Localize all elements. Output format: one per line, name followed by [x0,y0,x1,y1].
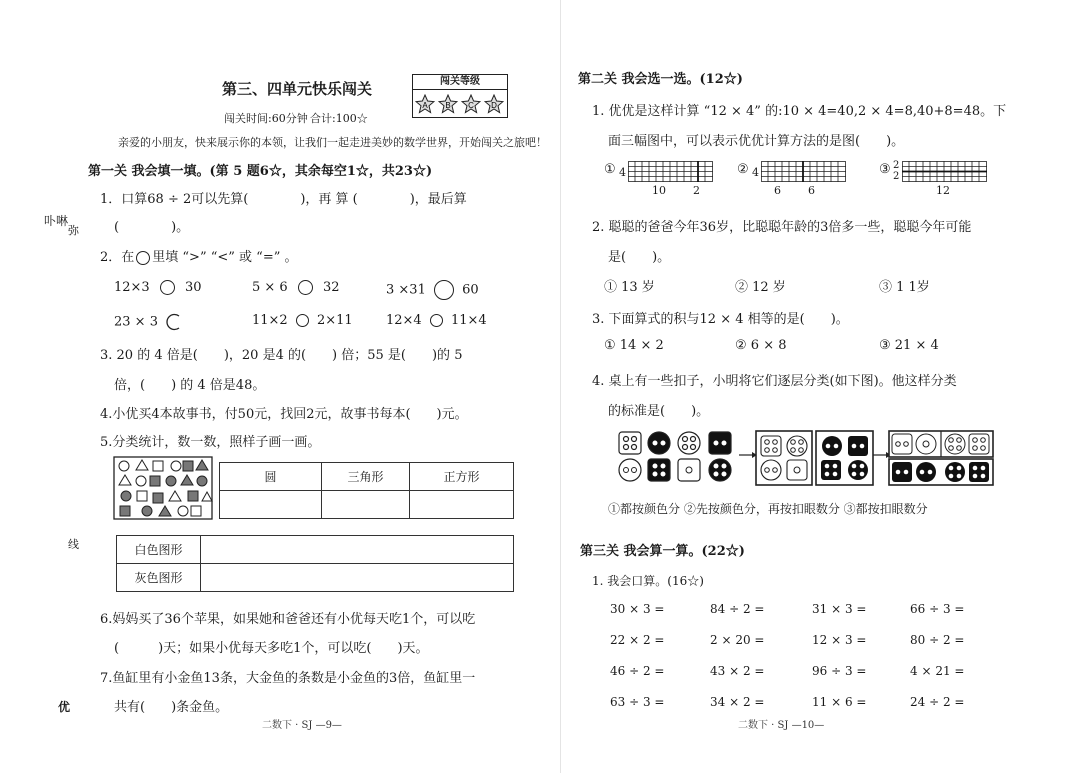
calc-item[interactable]: 2 × 20 = [710,633,765,647]
r-q2-line2: 是( )。 [608,250,671,265]
page-title: 第三、四单元快乐闯关 [222,80,373,98]
q2-option-3[interactable]: ③ 1 1岁 [879,280,930,295]
circle-icon [136,251,150,265]
q2-intro [100,246,298,265]
table-cell[interactable] [201,536,514,564]
table-cell[interactable] [220,491,322,519]
side-mark-1: 卟啉 [44,214,69,228]
compare-circle[interactable] [160,280,175,295]
grade-c: C [468,101,474,110]
q3-option-1[interactable]: ① 14 × 2 [604,338,664,353]
color-count-table [116,535,514,592]
right-footer: 二数下 · SJ —10— [738,720,825,731]
fig1-side: 4 [619,166,626,179]
grade-badge [412,74,508,118]
table-row-white: 白色图形 [117,536,201,564]
compare-left: 12×4 [386,313,422,328]
fig3-label: ③ [879,162,891,177]
calc-item[interactable]: 22 × 2 = [610,633,665,647]
compare-circle[interactable] [430,314,443,327]
compare-left: 3 ×31 [386,282,426,298]
grade-b: B [445,101,451,110]
fig2-bottom-a: 6 [774,184,781,197]
table-header-triangle: 三角形 [322,463,410,491]
q2-option-1[interactable]: ① 13 岁 [604,280,655,295]
calc-item[interactable]: 11 × 6 = [812,695,867,709]
table-cell[interactable] [322,491,410,519]
calc-item[interactable]: 43 × 2 = [710,664,765,678]
shape-count-table [219,462,514,519]
side-mark-4: 优 [58,700,71,714]
table-cell[interactable] [201,564,514,592]
q5-text: 5.分类统计，数一数，照样子画一画。 [100,435,321,450]
fig3-bottom: 12 [936,184,950,197]
compare-item [114,313,184,331]
calc-item[interactable]: 31 × 3 = [812,602,867,616]
compare-item [252,313,353,328]
calc-item[interactable]: 66 ÷ 3 = [910,602,965,616]
time-info: 闯关时间:60分钟 [224,112,308,125]
compare-item [386,280,479,300]
shape-box [113,456,213,520]
q3-option-2[interactable]: ② 6 × 8 [735,338,787,353]
compare-right: 32 [322,280,340,295]
q7-line2: 共有( )条金鱼。 [114,700,229,715]
section1-header: 第一关 我会填一填。(第 5 题6☆，其余每空1☆，共23☆) [88,164,433,179]
fig2-bottom-b: 6 [808,184,815,197]
compare-right: 60 [462,282,479,298]
total-info: 合计:100☆ [310,112,368,125]
compare-right: 11×4 [451,313,487,328]
grade-star-icon [484,94,504,114]
table-cell[interactable] [410,491,514,519]
compare-circle[interactable] [298,280,313,295]
r-q3-text: 3. 下面算式的积与12 × 4 相等的是( )。 [592,312,849,327]
calc-item[interactable]: 4 × 21 = [910,664,965,678]
calc-intro: 1. 我会口算。(16☆) [592,574,704,588]
buttons-group-2 [755,430,875,486]
compare-circle[interactable] [296,314,309,327]
fig1-grid [628,161,718,183]
r-q4-line1: 4. 桌上有一些扣子，小明将它们逐层分类(如下图)。他这样分类 [592,374,957,389]
compare-item [386,313,487,328]
fig2-grid [761,161,851,183]
q4-text: 4.小优买4本故事书，付50元，找回2元，故事书每本( )元。 [100,407,468,422]
compare-right: 30 [185,280,202,295]
table-header-square: 正方形 [410,463,514,491]
compare-left: 12×3 [114,280,150,295]
compare-item [114,280,202,295]
compare-left: 23 × 3 [114,314,158,330]
q1-line1: 1．口算68 ÷ 2可以先算( )，再 算 ( )，最后算 [100,192,467,207]
table-header-circle: 圆 [220,463,322,491]
compare-left: 11×2 [252,313,288,328]
buttons-group-1 [614,428,742,484]
grade-star-icon [461,94,481,114]
q2-intro-a: 2．在 [100,250,135,265]
fig3-side: 2 2 [893,160,900,182]
q2-intro-b: 里填 “>” “<” 或 “=” 。 [152,250,298,265]
left-footer: 二数下 · SJ —9— [262,720,342,731]
compare-item [252,280,340,295]
fig2-side: 4 [752,166,759,179]
calc-item[interactable]: 80 ÷ 2 = [910,633,965,647]
calc-item[interactable]: 63 ÷ 3 = [610,695,665,709]
fig1-bottom-a: 10 [652,184,666,197]
fig1-label: ① [604,162,616,177]
grade-star-icon [438,94,458,114]
section2-header: 第二关 我会选一选。(12☆) [578,72,743,87]
calc-item[interactable]: 46 ÷ 2 = [610,664,665,678]
compare-circle[interactable] [434,280,454,300]
q3-option-3[interactable]: ③ 21 × 4 [879,338,939,353]
q2-option-2[interactable]: ② 12 岁 [735,280,786,295]
grade-d: D [491,101,497,110]
grade-badge-title: 闯关等级 [413,75,507,90]
calc-item[interactable]: 34 × 2 = [710,695,765,709]
q6-line2: ( )天；如果小优每天多吃1个，可以吃( )天。 [114,641,429,656]
r-q2-line1: 2. 聪聪的爸爸今年36岁，比聪聪年龄的3倍多一些，聪聪今年可能 [592,220,972,235]
section3-header: 第三关 我会算一算。(22☆) [580,544,745,559]
grade-star-icon [415,94,435,114]
r-q4-line2: 的标准是( )。 [608,404,710,419]
intro-text: 亲爱的小朋友，快来展示你的本领，让我们一起走进美妙的数学世界，开始闯关之旅吧！ [118,136,547,149]
q1-line2: ( )。 [114,220,190,235]
q3-line1: 3. 20 的 4 倍是( )，20 是4 的( ) 倍；55 是( )的 5 [100,348,463,363]
compare-left: 5 × 6 [252,280,288,295]
side-mark-2: 弥 [68,224,79,237]
page-fold [560,0,561,773]
calc-item[interactable]: 84 ÷ 2 = [710,602,765,616]
r-q1-line1: 1. 优优是这样计算 “12 × 4” 的:10 × 4=40,2 × 4=8,40+8=48。下 [592,104,1007,119]
compare-circle[interactable] [166,313,184,331]
q6-line1: 6.妈妈买了36个苹果，如果她和爸爸还有小优每天吃1个，可以吃 [100,612,476,627]
calc-item[interactable]: 24 ÷ 2 = [910,695,965,709]
buttons-group-3 [888,430,994,486]
calc-item[interactable]: 96 ÷ 3 = [812,664,867,678]
compare-right: 2×11 [317,313,353,328]
q4-options[interactable]: ①都按颜色分 ②先按颜色分，再按扣眼数分 ③都按扣眼数分 [608,502,928,516]
fig2-label: ② [737,162,749,177]
fig3-grid [902,161,992,183]
table-row-gray: 灰色图形 [117,564,201,592]
q7-line1: 7.鱼缸里有小金鱼13条，大金鱼的条数是小金鱼的3倍，鱼缸里一 [100,671,476,686]
calc-item[interactable]: 12 × 3 = [812,633,867,647]
q3-line2: 倍，( ) 的 4 倍是48。 [114,378,266,393]
fig1-bottom-b: 2 [693,184,700,197]
side-mark-3: 线 [68,538,79,551]
calc-item[interactable]: 30 × 3 = [610,602,665,616]
grade-a: A [422,101,428,110]
r-q1-line2: 面三幅图中，可以表示优优计算方法的是图( )。 [608,134,905,149]
